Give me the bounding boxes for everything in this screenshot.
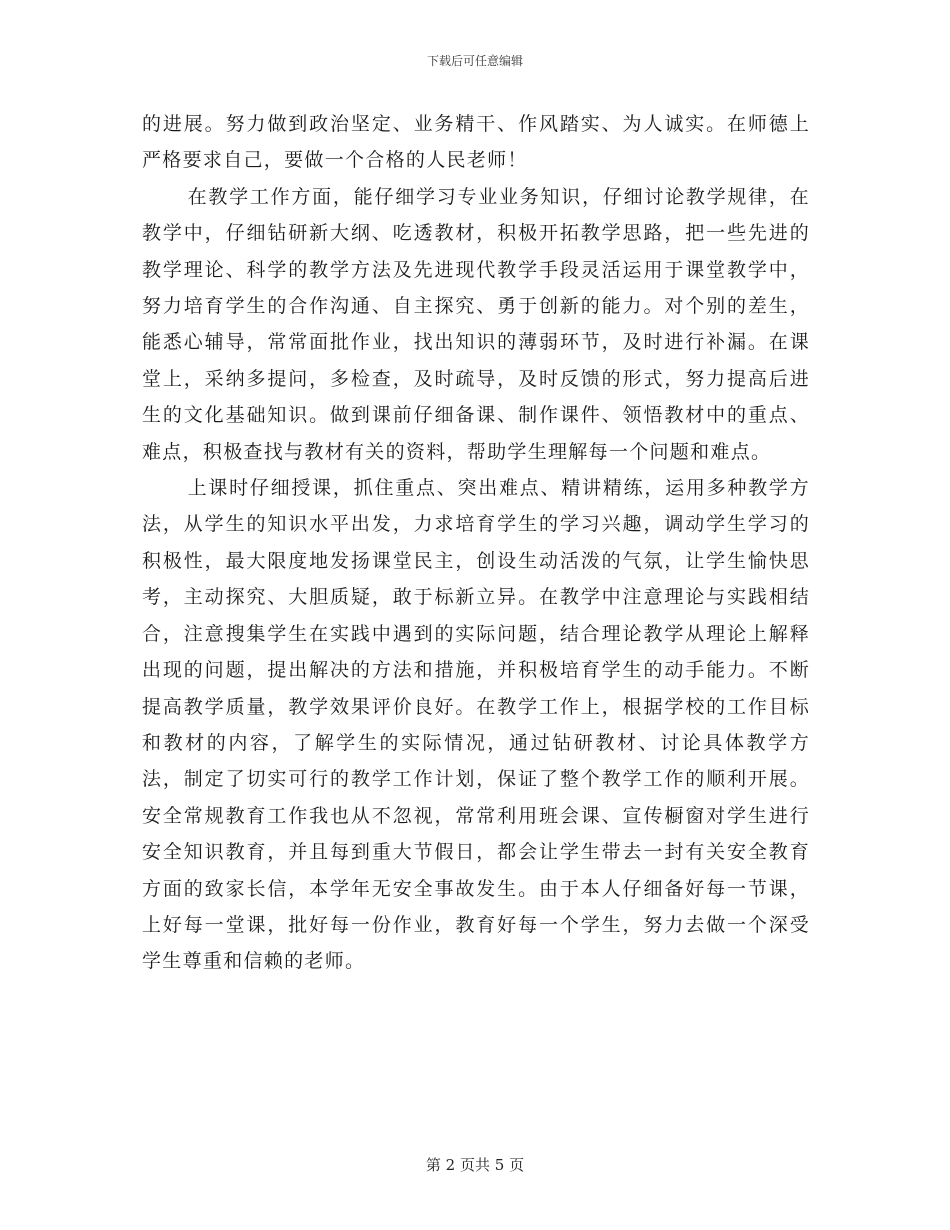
paragraph-2: 在教学工作方面，能仔细学习专业业务知识，仔细讨论教学规律，在教学中，仔细钻研新大纲、吃透教材，积极开拓教学思路，把一些先进的教学理论、科学的教学方法及先进现代教学手段灵活运用于课堂教学中，努力培育学生的合作沟通、自主探究、勇于创新的能力。对个别的差生，能悉心辅导，常常面批作业，找出知识的薄弱环节，及时进行补漏。在课堂上，采纳多提问，多检查，及时疏导，及时反馈的形式，努力提高后进生的文化基础知识。做到课前仔细备课、制作课件、领悟教材中的重点、难点，积极查找与教材有关的资料，帮助学生理解每一个问题和难点。 <box>142 185 810 463</box>
paragraph-3: 上课时仔细授课，抓住重点、突出难点、精讲精练，运用多种教学方法，从学生的知识水平出发，力求培育学生的学习兴趣，调动学生学习的积极性，最大限度地发扬课堂民主，创设生动活泼的气氛，让学生愉快思考，主动探究、大胆质疑，敢于标新立异。在教学中注意理论与实践相结合，注意搜集学生在实践中遇到的实际问题，结合理论教学从理论上解释出现的问题，提出解决的方法和措施，并积极培育学生的动手能力。不断提高教学质量，教学效果评价良好。在教学工作上，根据学校的工作目标和教材的内容，了解学生的实际情况，通过钻研教材、讨论具体教学方法，制定了切实可行的教学工作计划，保证了整个教学工作的顺利开展。安全常规教育工作我也从不忽视，常常利用班会课、宣传橱窗对学生进行安全知识教育，并且每到重大节假日，都会让学生带去一封有关安全教育方面的致家长信，本学年无安全事故发生。由于本人仔细备好每一节课，上好每一堂课，批好每一份作业，教育好每一个学生，努力去做一个深受学生尊重和信赖的老师。 <box>142 477 810 973</box>
page-number-footer: 第 2 页共 5 页 <box>425 1156 525 1174</box>
document-body <box>142 106 810 980</box>
paragraph-1: 的进展。努力做到政治坚定、业务精干、作风踏实、为人诚实。在师德上严格要求自己，要做一个合格的人民老师！ <box>142 113 810 172</box>
page-header: 下载后可任意编辑 <box>426 54 523 68</box>
